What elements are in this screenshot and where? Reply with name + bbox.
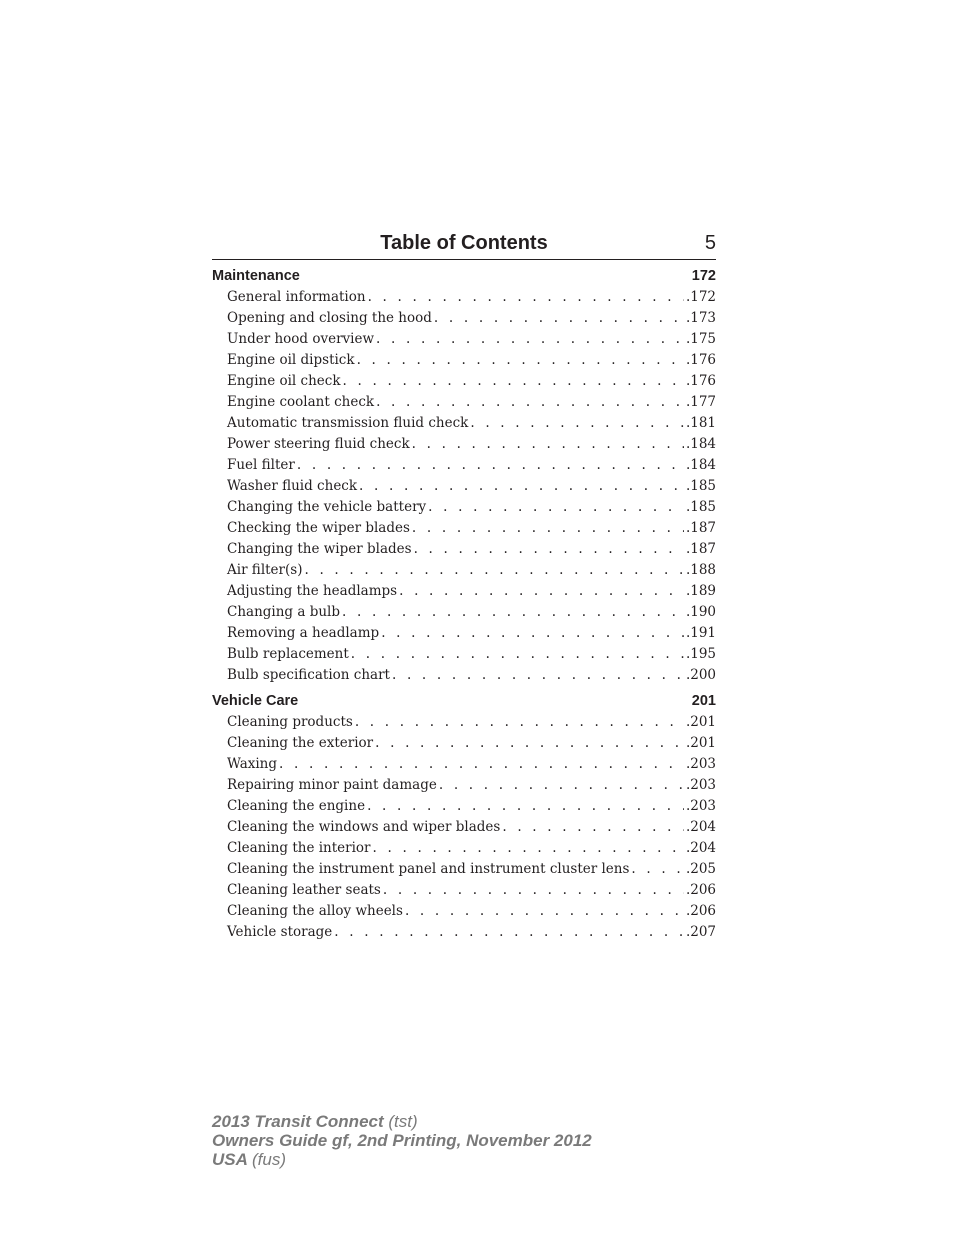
footer-line-3	[212, 1150, 592, 1169]
toc-section	[212, 266, 716, 686]
entry-title: Cleaning products	[227, 714, 353, 730]
dot-leader	[367, 796, 684, 817]
entry-title: Engine oil check	[227, 373, 341, 389]
toc-entry[interactable]	[212, 476, 716, 497]
entry-title: Cleaning the exterior	[227, 735, 374, 751]
entry-page: .181	[685, 415, 716, 431]
dot-leader	[470, 413, 684, 434]
page-number: 5	[704, 232, 716, 254]
toc-entry[interactable]	[212, 497, 716, 518]
entry-title: Under hood overview	[227, 331, 375, 347]
entry-title: Adjusting the headlamps	[227, 583, 398, 599]
dot-leader	[376, 329, 684, 350]
entry-page: .201	[685, 714, 716, 730]
entry-page: .188	[685, 562, 716, 578]
entry-title: Removing a headlamp	[227, 625, 380, 641]
entry-title: Vehicle storage	[227, 924, 333, 940]
entry-page: .191	[685, 625, 716, 641]
toc-entry[interactable]	[212, 518, 716, 539]
entry-title: Automatic transmission fluid check	[227, 415, 469, 431]
page-header	[212, 230, 716, 260]
footer-model-code: (tst)	[388, 1112, 418, 1131]
entry-title: General information	[227, 289, 366, 305]
entry-title: Waxing	[227, 756, 278, 772]
entry-page: .176	[685, 352, 716, 368]
toc-entry[interactable]	[212, 287, 716, 308]
toc-entry[interactable]	[212, 623, 716, 644]
dot-leader	[355, 712, 684, 733]
toc-entry[interactable]	[212, 434, 716, 455]
dot-leader	[439, 775, 684, 796]
toc-entry[interactable]	[212, 644, 716, 665]
entry-title: Engine coolant check	[227, 394, 375, 410]
dot-leader	[414, 539, 684, 560]
toc-section	[212, 691, 716, 943]
toc-entry[interactable]	[212, 329, 716, 350]
page-title: Table of Contents	[380, 232, 548, 254]
dot-leader	[502, 817, 684, 838]
entry-page: .189	[685, 583, 716, 599]
entry-page: .206	[685, 903, 716, 919]
toc-entry[interactable]	[212, 859, 716, 880]
footer-market: USA	[212, 1150, 248, 1169]
entry-page: .187	[685, 520, 716, 536]
entry-page: .195	[685, 646, 716, 662]
entry-page: .190	[685, 604, 716, 620]
dot-leader	[334, 922, 684, 943]
entry-title: Repairing minor paint damage	[227, 777, 437, 793]
toc-entry[interactable]	[212, 602, 716, 623]
dot-leader	[631, 859, 684, 880]
entry-page: .172	[685, 289, 716, 305]
toc-entry[interactable]	[212, 733, 716, 754]
toc-entry[interactable]	[212, 581, 716, 602]
entry-title: Air filter(s)	[227, 562, 303, 578]
section-heading[interactable]	[212, 266, 716, 287]
entry-page: .203	[685, 798, 716, 814]
dot-leader	[399, 581, 684, 602]
entry-title: Bulb replacement	[227, 646, 349, 662]
entry-page: .204	[685, 840, 716, 856]
entry-title: Changing a bulb	[227, 604, 340, 620]
toc-entry[interactable]	[212, 560, 716, 581]
toc-entry[interactable]	[212, 796, 716, 817]
toc-entry[interactable]	[212, 775, 716, 796]
dot-leader	[376, 392, 684, 413]
page-footer	[212, 1112, 592, 1169]
dot-leader	[343, 371, 684, 392]
dot-leader	[383, 880, 684, 901]
footer-market-code: (fus)	[252, 1150, 286, 1169]
toc-entry[interactable]	[212, 455, 716, 476]
entry-page: .184	[685, 436, 716, 452]
toc-entry[interactable]	[212, 817, 716, 838]
toc-entry[interactable]	[212, 922, 716, 943]
entry-page: .185	[685, 499, 716, 515]
entry-page: .177	[685, 394, 716, 410]
entry-page: .200	[685, 667, 716, 683]
entry-page: .201	[685, 735, 716, 751]
entry-title: Fuel filter	[227, 457, 295, 473]
section-title: Maintenance	[212, 268, 300, 284]
toc-entry[interactable]	[212, 413, 716, 434]
entry-title: Cleaning the engine	[227, 798, 366, 814]
entry-title: Cleaning the interior	[227, 840, 371, 856]
entry-page: .204	[685, 819, 716, 835]
dot-leader	[279, 754, 684, 775]
entry-page: .176	[685, 373, 716, 389]
dot-leader	[297, 455, 684, 476]
entry-title: Cleaning the windows and wiper blades	[227, 819, 501, 835]
toc-entry[interactable]	[212, 838, 716, 859]
toc-entry[interactable]	[212, 350, 716, 371]
entry-title: Cleaning the alloy wheels	[227, 903, 403, 919]
toc-entry[interactable]	[212, 880, 716, 901]
footer-model: 2013 Transit Connect	[212, 1112, 384, 1131]
toc-entry[interactable]	[212, 392, 716, 413]
entry-title: Washer fluid check	[227, 478, 358, 494]
entry-title: Changing the wiper blades	[227, 541, 412, 557]
entry-title: Cleaning the instrument panel and instrument cluster lens	[227, 861, 630, 877]
dot-leader	[392, 665, 684, 686]
dot-leader	[342, 602, 684, 623]
entry-page: .203	[685, 756, 716, 772]
toc-entry[interactable]	[212, 539, 716, 560]
entry-page: .187	[685, 541, 716, 557]
section-page: 201	[691, 693, 716, 709]
dot-leader	[368, 287, 684, 308]
entry-page: .203	[685, 777, 716, 793]
toc-entry[interactable]	[212, 901, 716, 922]
entry-page: .207	[685, 924, 716, 940]
dot-leader	[359, 476, 684, 497]
dot-leader	[351, 644, 684, 665]
entry-title: Power steering fluid check	[227, 436, 410, 452]
dot-leader	[412, 434, 684, 455]
entry-title: Cleaning leather seats	[227, 882, 381, 898]
dot-leader	[428, 497, 684, 518]
dot-leader	[357, 350, 684, 371]
entry-page: .205	[685, 861, 716, 877]
dot-leader	[412, 518, 684, 539]
entry-title: Opening and closing the hood	[227, 310, 432, 326]
entry-page: .173	[685, 310, 716, 326]
entry-title: Checking the wiper blades	[227, 520, 410, 536]
section-heading[interactable]	[212, 691, 716, 712]
dot-leader	[405, 901, 684, 922]
section-title: Vehicle Care	[212, 693, 299, 709]
entry-page: .184	[685, 457, 716, 473]
dot-leader	[304, 560, 683, 581]
entry-title: Bulb specification chart	[227, 667, 390, 683]
entry-title: Changing the vehicle battery	[227, 499, 427, 515]
toc-entry[interactable]	[212, 712, 716, 733]
entry-title: Engine oil dipstick	[227, 352, 355, 368]
toc-entry[interactable]	[212, 371, 716, 392]
footer-line-2: Owners Guide gf, 2nd Printing, November 2012	[212, 1131, 592, 1150]
toc-entry[interactable]	[212, 308, 716, 329]
dot-leader	[434, 308, 684, 329]
table-of-contents	[212, 266, 716, 943]
entry-page: .175	[685, 331, 716, 347]
dot-leader	[381, 623, 684, 644]
toc-entry[interactable]	[212, 754, 716, 775]
footer-line-1	[212, 1112, 592, 1131]
entry-page: .206	[685, 882, 716, 898]
section-page: 172	[691, 268, 716, 284]
dot-leader	[373, 838, 684, 859]
dot-leader	[375, 733, 684, 754]
toc-entry[interactable]	[212, 665, 716, 686]
entry-page: .185	[685, 478, 716, 494]
